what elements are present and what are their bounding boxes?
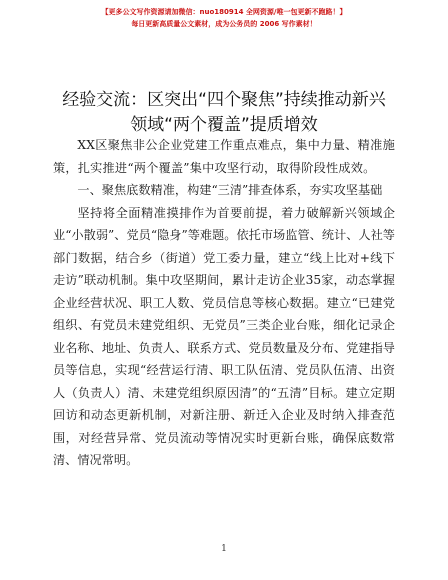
title-line-2: 领域“两个覆盖”提质增效 [130, 115, 318, 135]
section-heading: 一、聚焦底数精准，构建“三清”排查体系，夯实攻坚基础 [77, 183, 383, 197]
document-body [53, 134, 395, 472]
promo-banner-line-1: 【更多公文写作资源请加微信：nuo180914 全网资源/唯一包更新不跑路！】 [101, 8, 347, 16]
promo-banner-line-2: 每日更新高质量公文素材，成为公务员的 2006 写作素材！ [131, 20, 317, 28]
document-title [20, 88, 428, 138]
page-number: 1 [221, 544, 227, 554]
promo-banner [0, 6, 448, 30]
intro-paragraph: XX区聚焦非公企业党建工作重点难点，集中力量、精准施策，扎实推进“两个覆盖”集中攻坚行动，取得阶段性成效。 [53, 138, 395, 175]
title-line-1: 经验交流：区突出“四个聚焦”持续推动新兴 [62, 90, 386, 110]
body-paragraph: 坚持将全面精准摸排作为首要前提，着力破解新兴领域企业“小散弱”、党员“隐身”等难题。依托市场监管、统计、人社等部门数据，结合乡（街道）党工委力量，建立“线上比对+线下走访”联动机制。集中攻坚期间，累计走访企业35家，动态掌握企业经营状况、职工人数、党员信息等核心数据。建立“已建党组织、有党员未建党组织、无党员”三类企业台账，细化记录企业名称、地址、负责人、联系方式、党员数量及分布、党建指导员等信息，实现“经营运行清、职工队伍清、党员队伍清、出资人（负责人）清、未建党组织原因清”的“五清”目标。建立定期回访和动态更新机制，对新注册、新迁入企业及时纳入排查范围，对经营异常、党员流动等情况实时更新台账，确保底数常清、情况常明。 [53, 205, 395, 467]
